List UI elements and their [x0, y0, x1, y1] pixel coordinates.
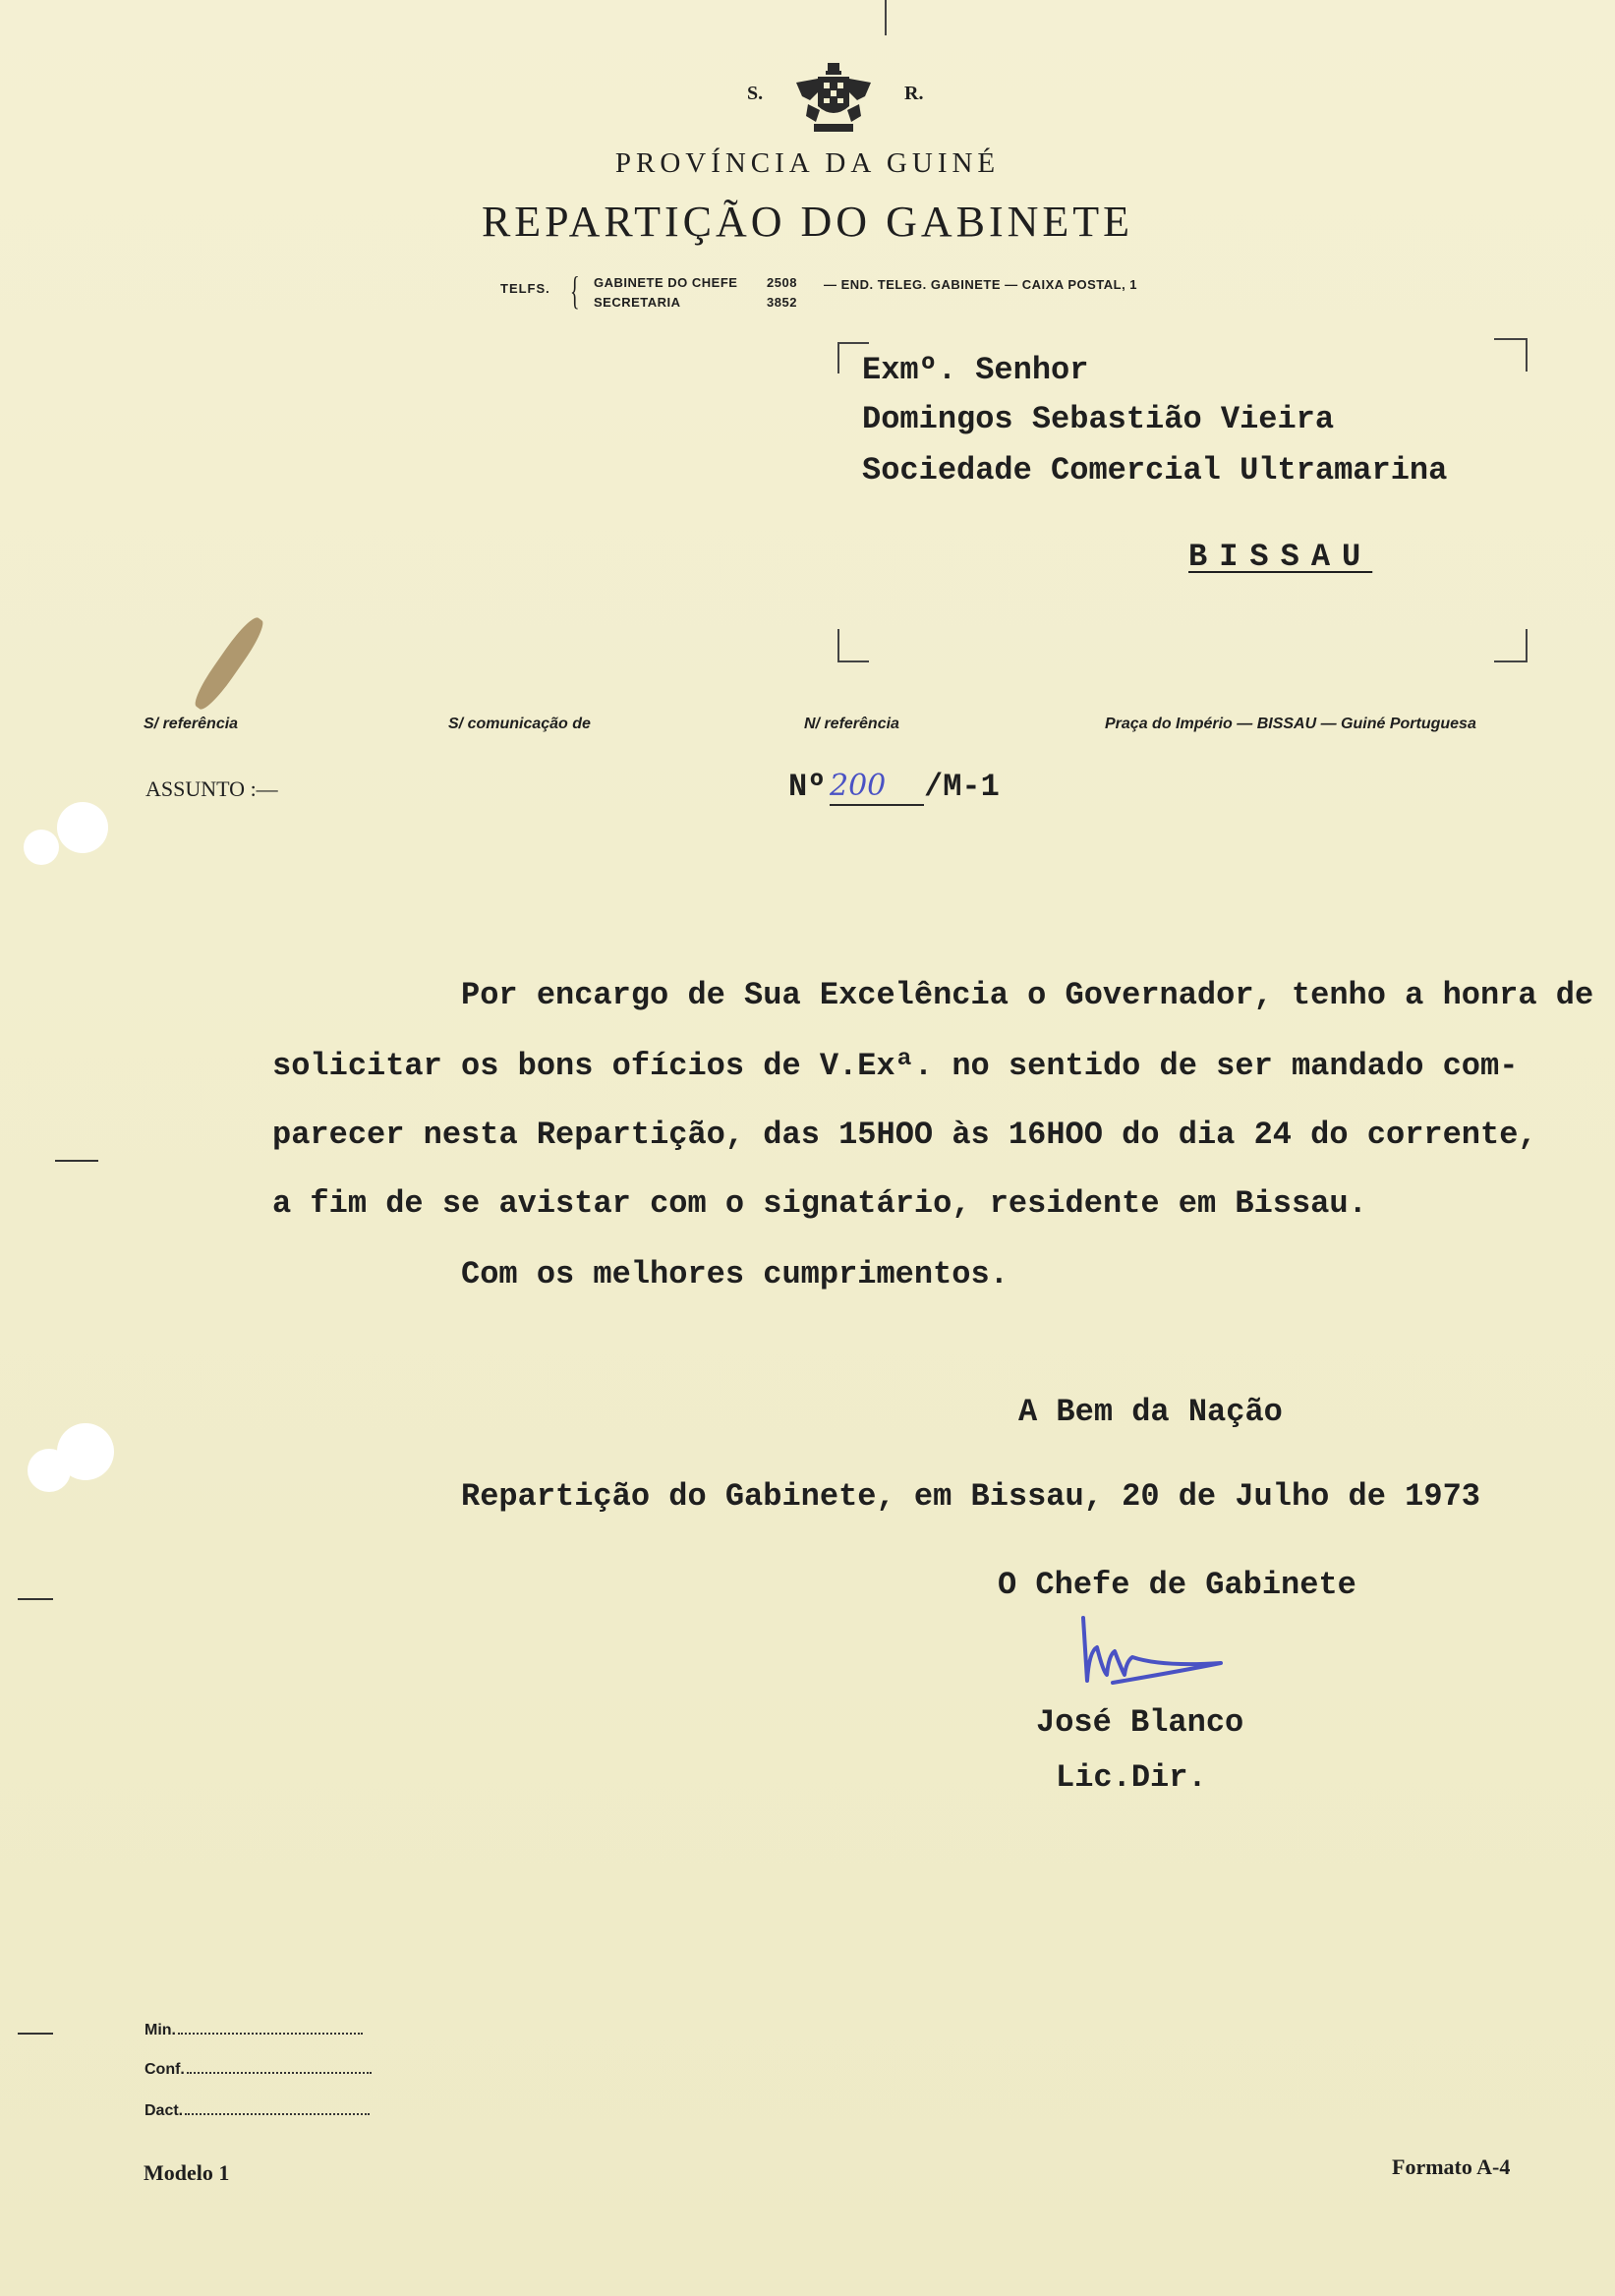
telfs-label: TELFS.: [500, 281, 550, 296]
edge-mark: [55, 1160, 98, 1162]
dact-field: [144, 2099, 370, 2120]
n-referencia-label: N/ referência: [804, 716, 899, 732]
greeting: Com os melhores cumprimentos.: [461, 1256, 1009, 1292]
punch-hole-top: [57, 802, 108, 853]
r-letter: R.: [904, 83, 924, 104]
min-field: [144, 2019, 363, 2039]
modelo-label: Modelo 1: [144, 2160, 230, 2185]
body-line: solicitar os bons ofícios de V.Exª. no sentido de ser mandado com-: [272, 1048, 1519, 1084]
province-heading: PROVÍNCIA DA GUINÉ: [614, 147, 1001, 179]
punch-hole-top-small: [24, 830, 59, 865]
address-corner-tr: [1494, 338, 1528, 372]
formato-label: Formato A-4: [1392, 2154, 1511, 2179]
address-corner-bl: [837, 629, 869, 662]
coat-of-arms-icon: [788, 61, 879, 136]
phone-row: [594, 275, 737, 290]
address-name: Domingos Sebastião Vieira: [862, 401, 1335, 437]
body-line: parecer nesta Repartição, das 15HOO às 16HOO do dia 24 do corrente,: [272, 1117, 1537, 1153]
dact-dotted-line: [185, 2099, 370, 2115]
address-city: BISSAU: [1188, 539, 1373, 575]
handwritten-number-field: [830, 769, 924, 806]
dact-label: Dact.: [144, 2102, 184, 2119]
signatory-title: Lic.Dir.: [1056, 1759, 1207, 1796]
ink-smudge: [189, 613, 268, 715]
signatory-role: O Chefe de Gabinete: [998, 1567, 1356, 1603]
address-company: Sociedade Comercial Ultramarina: [862, 452, 1448, 488]
brace-symbol: {: [570, 268, 580, 313]
s-comunicacao-label: S/ comunicação de: [448, 716, 591, 732]
handwritten-number: 200: [830, 769, 887, 803]
signatory-name: José Blanco: [1036, 1704, 1244, 1741]
body-line: Por encargo de Sua Excelência o Governador, tenho a honra de: [461, 977, 1594, 1013]
phone-label: GABINETE DO CHEFE: [594, 275, 738, 290]
edge-mark: [18, 2033, 53, 2035]
motto: A Bem da Nação: [1018, 1394, 1283, 1430]
address-salutation: Exmº. Senhor: [862, 352, 1089, 388]
phone-row: [594, 295, 681, 310]
min-dotted-line: [178, 2019, 363, 2035]
subject-label: ASSUNTO :—: [145, 776, 278, 801]
punch-hole-bottom-small: [28, 1449, 71, 1492]
address-corner-br: [1494, 629, 1528, 662]
location-label: Praça do Império — BISSAU — Guiné Portuguesa: [1105, 716, 1476, 732]
s-referencia-label: S/ referência: [144, 716, 239, 732]
body-line: a fim de se avistar com o signatário, residente em Bissau.: [272, 1185, 1367, 1222]
number-prefix: Nº: [788, 769, 827, 805]
conf-label: Conf.: [144, 2061, 185, 2078]
reference-number: [788, 769, 826, 805]
number-suffix: /M-1: [924, 769, 1000, 805]
min-label: Min.: [144, 2022, 176, 2038]
conf-dotted-line: [187, 2058, 372, 2074]
phone-number: 3852: [767, 295, 797, 310]
phone-label: SECRETARIA: [594, 295, 681, 310]
office-heading: REPARTIÇÃO DO GABINETE: [481, 198, 1134, 246]
phone-number: 2508: [767, 275, 797, 290]
edge-mark: [18, 1598, 53, 1600]
top-fold-line: [885, 0, 887, 35]
telegraph-address: — END. TELEG. GABINETE — CAIXA POSTAL, 1: [824, 277, 1138, 292]
place-date: Repartição do Gabinete, em Bissau, 20 de Julho de 1973: [461, 1478, 1480, 1515]
s-letter: S.: [747, 83, 764, 104]
conf-field: [144, 2058, 372, 2079]
